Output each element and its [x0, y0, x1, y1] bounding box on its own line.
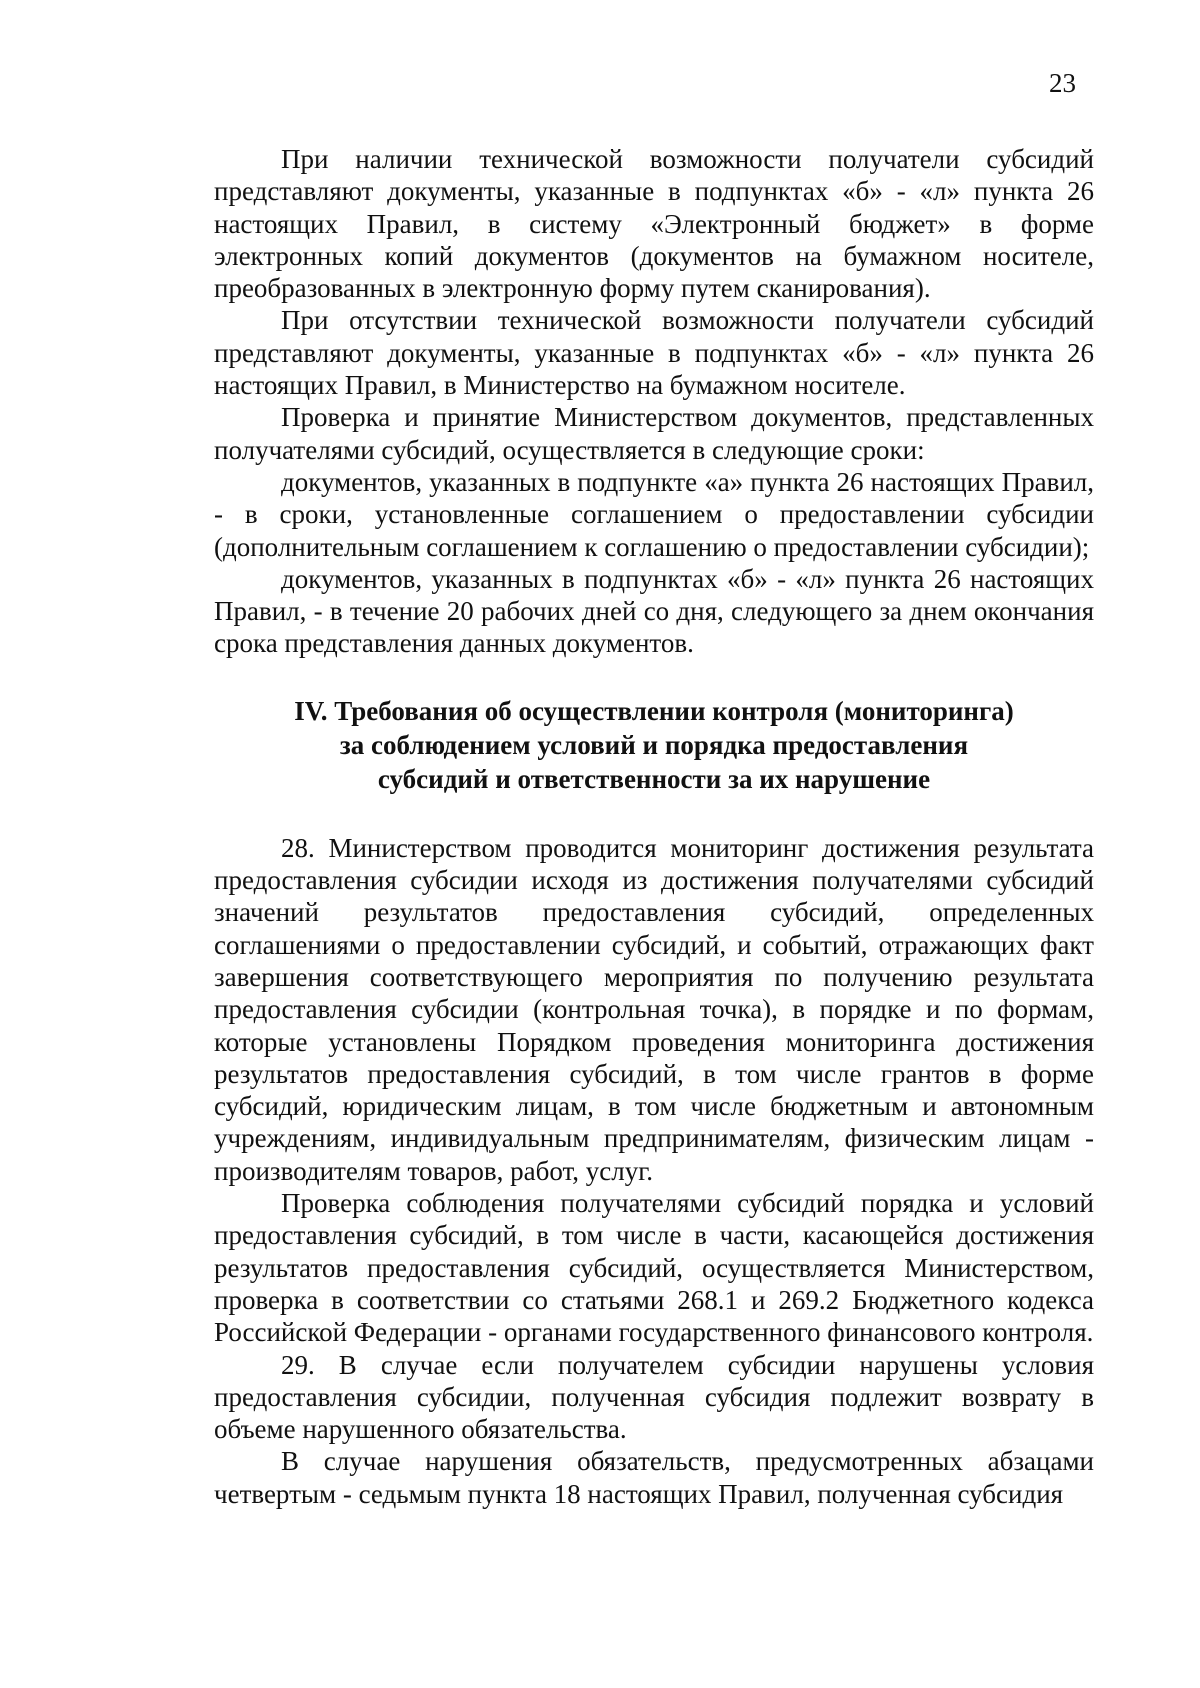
- paragraph-verification-terms: Проверка и принятие Министерством документов, представленных получателями субсидий, осуществляется в следующие сроки:: [214, 402, 1094, 465]
- paragraph-clause-28: 28. Министерством проводится мониторинг достижения результата предоставления субсидии исходя из достижения получателями субсидий значений результатов предоставления субсидий, определенных соглашениями о предоставлении субсидий, и событий, отражающих факт завершения соответствующего мероприятия по получению результата предоставления субсидии (контрольная точка), в порядке и по формам, которые установлены Порядком проведения мониторинга достижения результатов предоставления субсидий, в том числе грантов в форме субсидий, юридическим лицам, в том числе бюджетным и автономным учреждениям, индивидуальным предпринимателям, физическим лицам - производителям товаров, работ, услуг.: [214, 832, 1094, 1186]
- section-heading-line: за соблюдением условий и порядка предоставления: [339, 729, 969, 760]
- section-heading: [214, 694, 1094, 796]
- paragraph-clause-29: 29. В случае если получателем субсидии нарушены условия предоставления субсидии, полученная субсидия подлежит возврату в объеме нарушенного обязательства.: [214, 1349, 1094, 1445]
- paragraph-paper-submission: При отсутствии технической возможности получатели субсидий представляют документы, указанные в подпунктах «б» - «л» пункта 26 настоящих Правил, в Министерство на бумажном носителе.: [214, 305, 1094, 401]
- paragraph-term-items-b-l: документов, указанных в подпунктах «б» - «л» пункта 26 настоящих Правил, - в течение 20 рабочих дней со дня, следующего за днем окончания срока представления данных документов.: [214, 563, 1094, 659]
- section-heading-line: субсидий и ответственности за их нарушение: [377, 763, 931, 794]
- section-heading-line: IV. Требования об осуществлении контроля (мониторинга): [294, 695, 1014, 726]
- paragraph-obligation-breach: В случае нарушения обязательств, предусмотренных абзацами четвертым - седьмым пункта 18 настоящих Правил, полученная субсидия: [214, 1446, 1094, 1509]
- paragraph-compliance-check: Проверка соблюдения получателями субсидий порядка и условий предоставления субсидий, в том числе в части, касающейся достижения результатов предоставления субсидий, осуществляется Министерством, проверка в соответствии со статьями 268.1 и 269.2 Бюджетного кодекса Российской Федерации - органами государственного финансового контроля.: [214, 1188, 1094, 1348]
- document-body: [214, 143, 1094, 1510]
- paragraph-electronic-submission: При наличии технической возможности получатели субсидий представляют документы, указанные в подпунктах «б» - «л» пункта 26 настоящих Правил, в систему «Электронный бюджет» в форме электронных копий документов (документов на бумажном носителе, преобразованных в электронную форму путем сканирования).: [214, 144, 1094, 304]
- page-number: 23: [1049, 68, 1076, 98]
- paragraph-term-item-a: документов, указанных в подпункте «а» пункта 26 настоящих Правил, - в сроки, установленные соглашением о предоставлении субсидии (дополнительным соглашением к соглашению о предоставлении субсидии);: [214, 466, 1094, 562]
